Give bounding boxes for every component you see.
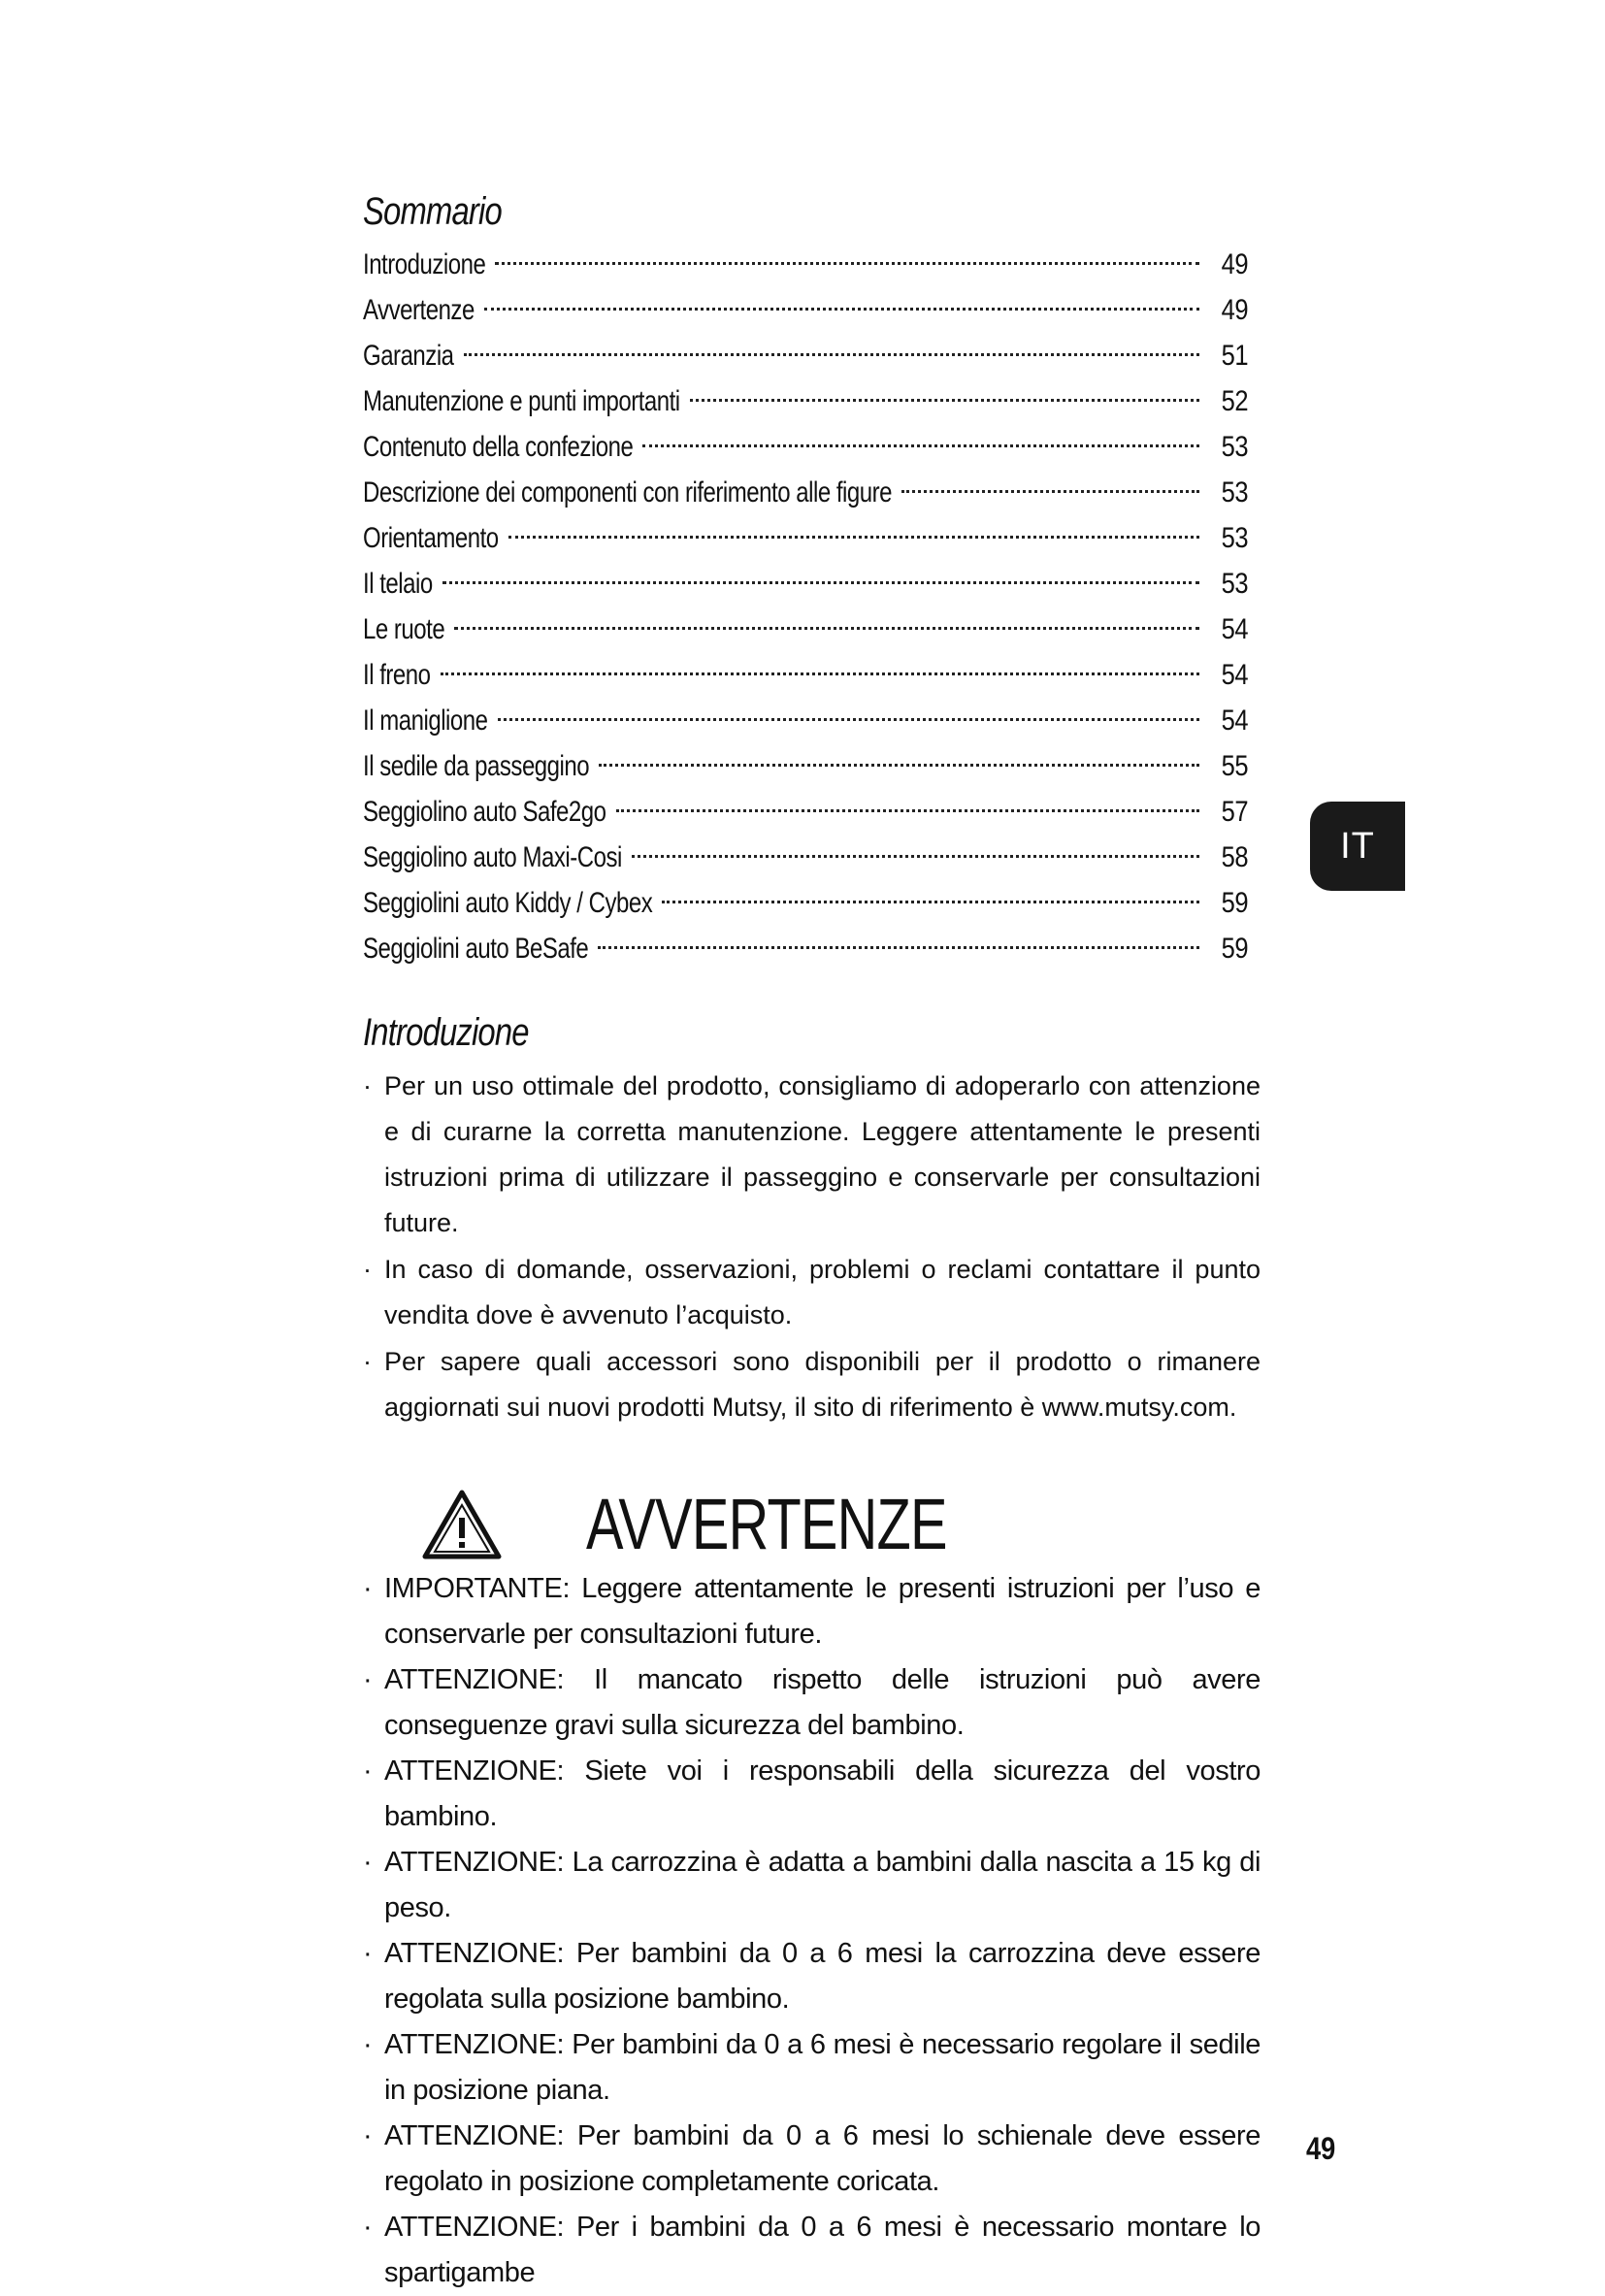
warning-item: · ATTENZIONE: Siete voi i responsabili della sicurezza del vostro bambino. [363, 1749, 1261, 1840]
toc-entry[interactable] [363, 880, 1248, 926]
toc-entry-page: 54 [1221, 659, 1248, 691]
toc-entry-label: Il telaio [363, 568, 433, 600]
warning-item: · IMPORTANTE: Leggere attentamente le presenti istruzioni per l’uso e conservarle per consultazioni future. [363, 1566, 1261, 1657]
toc-entry-page: 54 [1221, 705, 1248, 737]
toc-entry-page: 54 [1221, 613, 1248, 645]
warning-item: · ATTENZIONE: Per bambini da 0 a 6 mesi la carrozzina deve essere regolata sulla posizione bambino. [363, 1931, 1261, 2022]
leader-dots [901, 490, 1199, 493]
toc-entry-label: Seggiolino auto Safe2go [363, 796, 606, 828]
toc-entry-page: 53 [1221, 431, 1248, 463]
toc-entry[interactable] [363, 835, 1248, 880]
warning-item: · ATTENZIONE: Il mancato rispetto delle istruzioni può avere conseguenze gravi sulla sicurezza del bambino. [363, 1657, 1261, 1749]
table-of-contents [363, 242, 1248, 971]
toc-entry[interactable] [363, 607, 1248, 652]
toc-entry-page: 52 [1221, 385, 1248, 417]
toc-entry[interactable] [363, 470, 1248, 515]
toc-entry-page: 59 [1221, 933, 1248, 965]
toc-entry-page: 57 [1221, 796, 1248, 828]
toc-entry-label: Orientamento [363, 522, 499, 554]
intro-list [363, 1064, 1261, 1431]
intro-item: · In caso di domande, osservazioni, problemi o reclami contattare il punto vendita dove è avvenuto l’acquisto. [363, 1247, 1261, 1338]
leader-dots [642, 444, 1199, 447]
toc-entry-page: 58 [1221, 841, 1248, 873]
leader-dots [442, 581, 1199, 584]
toc-entry-page: 53 [1221, 522, 1248, 554]
leader-dots [495, 262, 1199, 265]
warning-item: · ATTENZIONE: Per bambini da 0 a 6 mesi è necessario regolare il sedile in posizione piana. [363, 2022, 1261, 2114]
warning-item: · ATTENZIONE: Per i bambini da 0 a 6 mesi è necessario montare lo spartigambe [363, 2205, 1261, 2296]
toc-entry-label: Introduzione [363, 248, 486, 280]
warning-triangle-icon [421, 1489, 503, 1560]
toc-entry-label: Descrizione dei componenti con riferimento alle figure [363, 476, 893, 508]
intro-item: · Per sapere quali accessori sono disponibili per il prodotto o rimanere aggiornati sui nuovi prodotti Mutsy, il sito di riferimento è www.mutsy.com. [363, 1339, 1261, 1430]
warnings-title: AVVERTENZE [586, 1484, 947, 1564]
toc-entry-label: Le ruote [363, 613, 445, 645]
toc-entry-page: 53 [1221, 568, 1248, 600]
toc-entry[interactable] [363, 378, 1248, 424]
toc-entry[interactable] [363, 789, 1248, 835]
toc-entry-page: 49 [1221, 248, 1248, 280]
leader-dots [616, 809, 1200, 812]
toc-entry-page: 53 [1221, 476, 1248, 508]
leader-dots [498, 718, 1200, 721]
toc-entry[interactable] [363, 698, 1248, 743]
toc-entry[interactable] [363, 515, 1248, 561]
leader-dots [662, 901, 1199, 903]
leader-dots [632, 855, 1199, 858]
toc-entry-label: Avvertenze [363, 294, 475, 326]
leader-dots [690, 399, 1199, 402]
toc-entry[interactable] [363, 424, 1248, 470]
intro-item: · Per un uso ottimale del prodotto, consigliamo di adoperarlo con attenzione e di curarne la corretta manutenzione. Leggere attentamente le presenti istruzioni prima di utilizzare il passeggino e conservarle per consultazioni future. [363, 1064, 1261, 1246]
toc-entry-label: Seggiolini auto BeSafe [363, 933, 589, 965]
leader-dots [598, 946, 1199, 949]
toc-entry-page: 49 [1221, 294, 1248, 326]
leader-dots [599, 764, 1199, 767]
leader-dots [464, 353, 1199, 356]
toc-entry-label: Il sedile da passeggino [363, 750, 590, 782]
toc-entry-label: Il maniglione [363, 705, 488, 737]
toc-entry[interactable] [363, 743, 1248, 789]
warning-item: · ATTENZIONE: La carrozzina è adatta a bambini dalla nascita a 15 kg di peso. [363, 1840, 1261, 1931]
toc-entry-label: Garanzia [363, 340, 454, 372]
warnings-header [421, 1481, 1049, 1568]
toc-entry[interactable] [363, 242, 1248, 287]
toc-entry[interactable] [363, 333, 1248, 378]
toc-entry[interactable] [363, 561, 1248, 607]
toc-entry[interactable] [363, 926, 1248, 971]
language-tab: IT [1310, 802, 1405, 891]
toc-entry[interactable] [363, 287, 1248, 333]
toc-title: Sommario [363, 190, 502, 233]
toc-entry-label: Seggiolino auto Maxi-Cosi [363, 841, 622, 873]
intro-title: Introduzione [363, 1011, 529, 1054]
page-number: 49 [1306, 2131, 1336, 2166]
leader-dots [441, 672, 1199, 675]
toc-entry-page: 51 [1221, 340, 1248, 372]
toc-entry-label: Contenuto della confezione [363, 431, 634, 463]
leader-dots [508, 536, 1199, 539]
toc-entry-label: Seggiolini auto Kiddy / Cybex [363, 887, 653, 919]
warning-item: · ATTENZIONE: Per bambini da 0 a 6 mesi lo schienale deve essere regolato in posizione completamente coricata. [363, 2114, 1261, 2205]
toc-entry-page: 55 [1221, 750, 1248, 782]
toc-entry-page: 59 [1221, 887, 1248, 919]
toc-entry-label: Il freno [363, 659, 431, 691]
leader-dots [454, 627, 1199, 630]
warnings-list [363, 1566, 1261, 2296]
toc-entry[interactable] [363, 652, 1248, 698]
leader-dots [484, 308, 1199, 311]
toc-entry-label: Manutenzione e punti importanti [363, 385, 680, 417]
